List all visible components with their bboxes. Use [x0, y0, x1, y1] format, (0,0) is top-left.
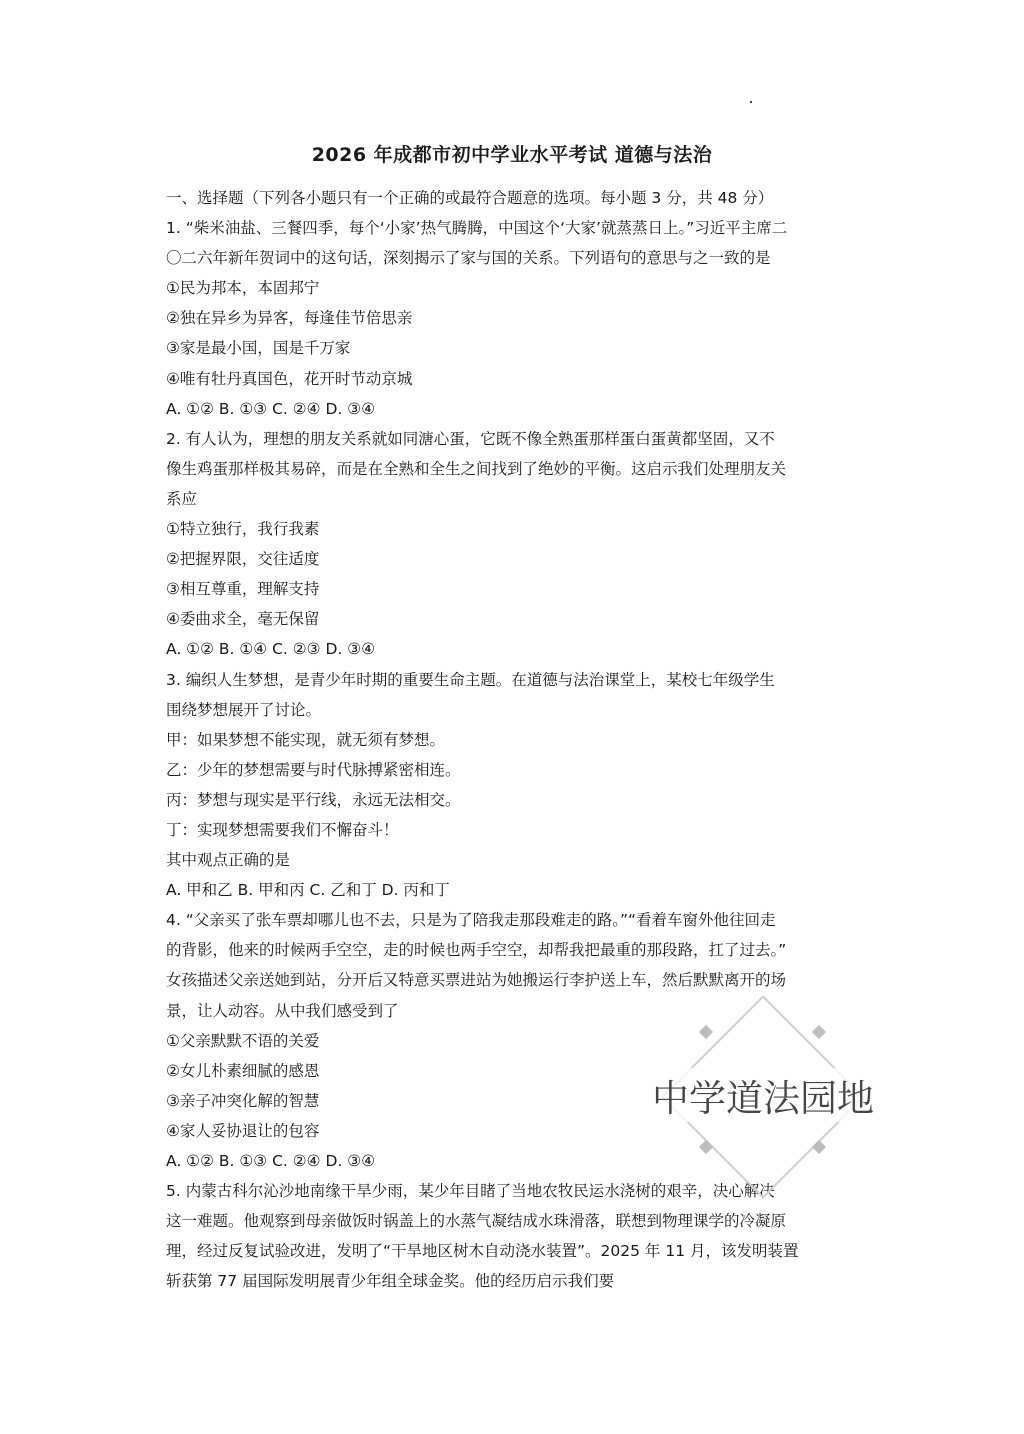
statement-item: ①父亲默默不语的关爱 — [166, 1031, 320, 1050]
statement-item: ④委曲求全，毫无保留 — [166, 610, 320, 629]
statement-item: ②把握界限，交往适度 — [166, 550, 320, 569]
statement-item: 丁：实现梦想需要我们不懈奋斗！ — [166, 820, 399, 839]
scan-speck — [750, 101, 752, 103]
watermark — [646, 1010, 876, 1210]
answer-options: A. 甲和乙 B. 甲和丙 C. 乙和丁 D. 丙和丁 — [166, 881, 450, 900]
question-stem-line: 景，让人动容。从中我们感受到了 — [166, 1001, 399, 1020]
watermark-dot — [812, 1025, 826, 1039]
statement-item: ④唯有牡丹真国色，花开时节动京城 — [166, 369, 413, 388]
statement-item: ③家是最小国，国是千万家 — [166, 339, 351, 358]
question-stem-line: 2. 有人认为，理想的朋友关系就如同溏心蛋，它既不像全熟蛋那样蛋白蛋黄都坚固，又不 — [166, 429, 775, 448]
section-header: 一、选择题（下列各小题只有一个正确的或最符合题意的选项。每小题 3 分，共 48 分） — [166, 189, 774, 207]
answer-options: A. ①② B. ①③ C. ②④ D. ③④ — [166, 1152, 376, 1170]
watermark-dot — [699, 1025, 713, 1039]
question-prompt: 其中观点正确的是 — [166, 851, 291, 870]
question-3 — [166, 665, 866, 906]
statement-item: 丙：梦想与现实是平行线，永远无法相交。 — [166, 790, 461, 809]
question-stem-line: 4. “父亲买了张车票却哪儿也不去，只是为了陪我走那段难走的路。”“看着车窗外他往回走 — [166, 911, 776, 930]
statement-item: ③相互尊重，理解支持 — [166, 580, 320, 599]
question-2 — [166, 424, 866, 665]
question-stem-line: 这一难题。他观察到母亲做饭时锅盖上的水蒸气凝结成水珠滑落，联想到物理课学的冷凝原 — [166, 1212, 787, 1231]
question-stem-line: 女孩描述父亲送她到站，分开后又特意买票进站为她搬运行李护送上车，然后默默离开的场 — [166, 971, 787, 990]
statement-item: ③亲子冲突化解的智慧 — [166, 1091, 320, 1110]
question-stem-line: 围绕梦想展开了讨论。 — [166, 700, 322, 719]
question-stem-line: 1. “柴米油盐、三餐四季，每个‘小家’热气腾腾，中国这个‘大家’就蒸蒸日上。”习近平主席二 — [166, 219, 788, 238]
question-stem-line: 5. 内蒙古科尔沁沙地南缘干旱少雨，某少年目睹了当地农牧民运水浇树的艰辛，决心解决 — [166, 1182, 775, 1201]
question-stem-line: 理，经过反复试验改进，发明了“干旱地区树木自动浇水装置”。2025 年 11 月，该发明装置 — [166, 1242, 799, 1261]
statement-item: ④家人妥协退让的包容 — [166, 1121, 320, 1140]
statement-item: 甲：如果梦想不能实现，就无须有梦想。 — [166, 730, 446, 749]
exam-title: 2026 年成都市初中学业水平考试 道德与法治 — [311, 144, 713, 166]
question-stem-line: 的背影，他来的时候两手空空，走的时候也两手空空，却帮我把最重的那段路，扛了过去。” — [166, 941, 787, 960]
watermark-text: 中学道法园地 — [648, 1068, 878, 1122]
statement-item: ①民为邦本，本固邦宁 — [166, 279, 320, 298]
statement-item: 乙：少年的梦想需要与时代脉搏紧密相连。 — [166, 760, 461, 779]
question-1 — [166, 213, 866, 424]
question-stem-line: 3. 编织人生梦想，是青少年时期的重要生命主题。在道德与法治课堂上，某校七年级学生 — [166, 670, 775, 689]
statement-item: ②女儿朴素细腻的感恩 — [166, 1061, 320, 1080]
question-stem-line: 像生鸡蛋那样极其易碎，而是在全熟和全生之间找到了绝妙的平衡。这启示我们处理朋友关 — [166, 459, 787, 478]
question-stem-line: 系应 — [166, 489, 198, 508]
question-stem-line: 斩获第 77 届国际发明展青少年组全球金奖。他的经历启示我们要 — [166, 1272, 615, 1291]
answer-options: A. ①② B. ①④ C. ②③ D. ③④ — [166, 640, 376, 659]
statement-item: ②独在异乡为异客，每逢佳节倍思亲 — [166, 309, 413, 328]
statement-item: ①特立独行，我行我素 — [166, 520, 320, 539]
question-stem-line: 〇二六年新年贺词中的这句话，深刻揭示了家与国的关系。下列语句的意思与之一致的是 — [166, 249, 771, 268]
answer-options: A. ①② B. ①③ C. ②④ D. ③④ — [166, 399, 376, 418]
